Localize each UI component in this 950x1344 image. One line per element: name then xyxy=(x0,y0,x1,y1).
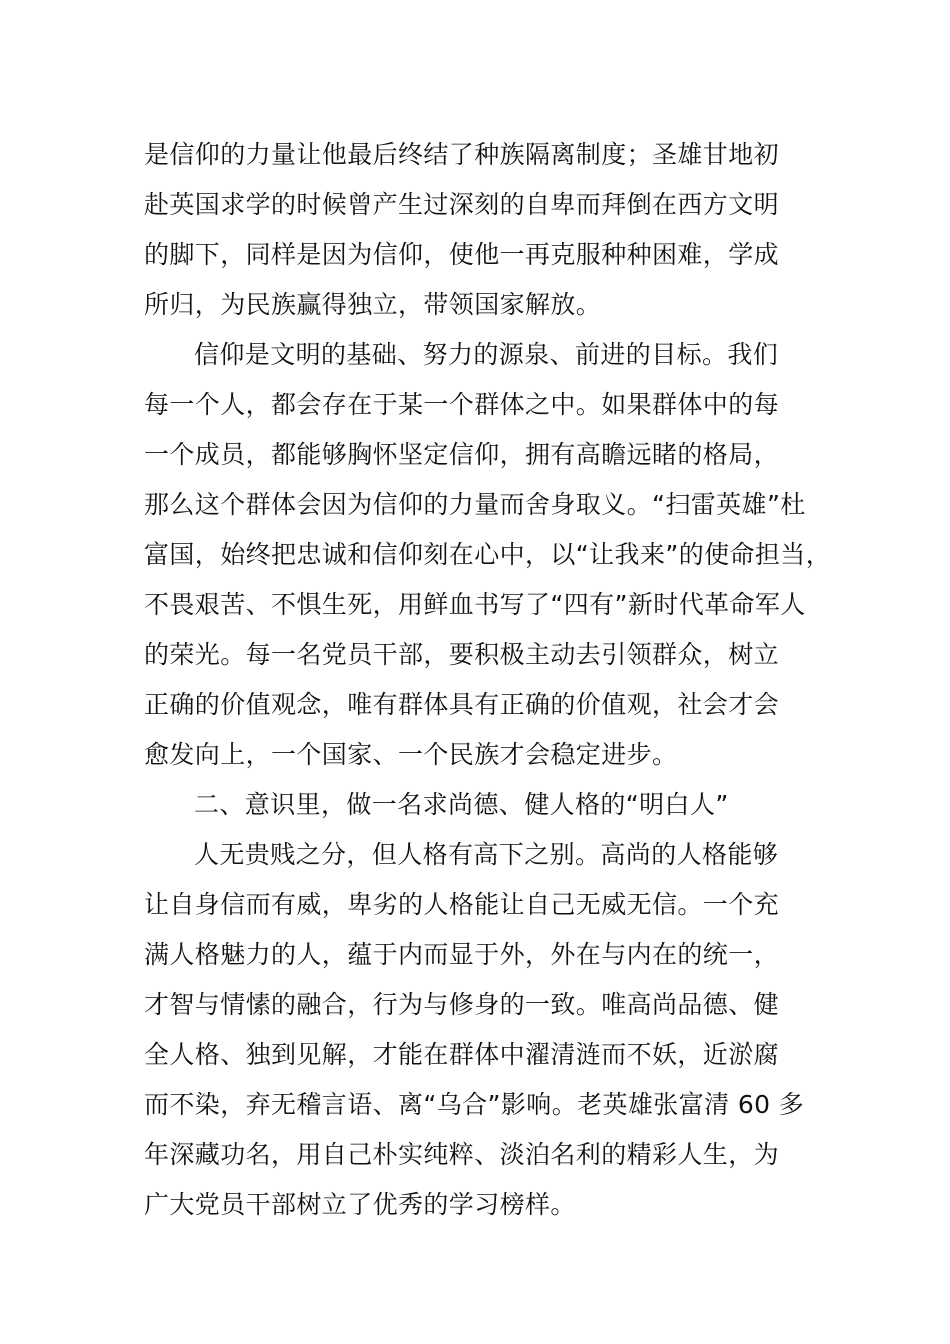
paragraph-first-line: 人无贵贱之分，但人格有高下之别。高尚的人格能够 xyxy=(194,840,779,869)
paragraph-first-line: 信仰是文明的基础、努力的源泉、前进的目标。我们 xyxy=(194,340,779,369)
text-line: 那么这个群体会因为信仰的力量而舍身取义。“扫雷英雄”杜 xyxy=(144,490,806,519)
text-line: 正确的价值观念，唯有群体具有正确的价值观，社会才会 xyxy=(144,690,780,719)
text-line: 一个成员，都能够胸怀坚定信仰，拥有高瞻远睹的格局， xyxy=(144,440,780,469)
text-line: 满人格魅力的人，蕴于内而显于外，外在与内在的统一， xyxy=(144,940,780,969)
document-body xyxy=(144,130,832,1230)
text-line: 每一个人，都会存在于某一个群体之中。如果群体中的每 xyxy=(144,390,780,419)
text-line: 广大党员干部树立了优秀的学习榜样。 xyxy=(144,1190,576,1219)
text-line: 才智与情愫的融合，行为与修身的一致。唯高尚品德、健 xyxy=(144,990,780,1019)
text-line: 让自身信而有威，卑劣的人格能让自己无威无信。一个充 xyxy=(144,890,780,919)
text-line: 愈发向上，一个国家、一个民族才会稳定进步。 xyxy=(144,740,678,769)
text-line: 不畏艰苦、不惧生死，用鲜血书写了“四有”新时代革命军人 xyxy=(144,590,806,619)
text-line: 年深藏功名，用自己朴实纯粹、淡泊名利的精彩人生，为 xyxy=(144,1140,780,1169)
text-line: 赴英国求学的时候曾产生过深刻的自卑而拜倒在西方文明 xyxy=(144,190,780,219)
text-line: 而不染，弃无稽言语、离“乌合”影响。老英雄张富清 60 多 xyxy=(144,1090,805,1119)
section-heading: 二、意识里，做一名求尚德、健人格的“明白人” xyxy=(194,790,729,819)
text-line: 是信仰的力量让他最后终结了种族隔离制度；圣雄甘地初 xyxy=(144,140,780,169)
text-line: 富国，始终把忠诚和信仰刻在心中，以“让我来”的使命担当， xyxy=(144,540,832,569)
text-line: 的脚下，同样是因为信仰，使他一再克服种种困难，学成 xyxy=(144,240,780,269)
text-line: 的荣光。每一名党员干部，要积极主动去引领群众，树立 xyxy=(144,640,780,669)
text-line: 全人格、独到见解，才能在群体中濯清涟而不妖，近淤腐 xyxy=(144,1040,780,1069)
text-line: 所归，为民族赢得独立，带领国家解放。 xyxy=(144,290,602,319)
